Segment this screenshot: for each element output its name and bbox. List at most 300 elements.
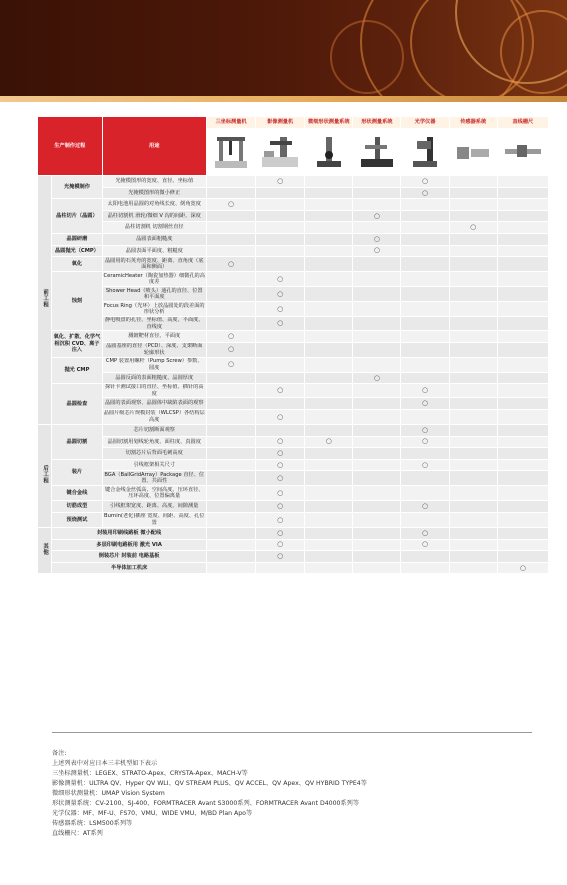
empty-cell <box>497 233 548 245</box>
empty-cell <box>305 424 353 436</box>
process-label: 氧化、扩散、化学气相沉积 CVD、离子注入 <box>52 331 102 358</box>
empty-cell <box>256 210 305 222</box>
empty-cell <box>206 317 255 331</box>
form-measurement-image <box>353 129 401 176</box>
empty-cell <box>256 222 305 234</box>
empty-cell <box>206 233 255 245</box>
use-cell: 晶柱切割机 切割钢丝直径 <box>102 222 206 234</box>
process-label: 晶圆切割 <box>52 424 102 459</box>
empty-cell <box>401 233 449 245</box>
empty-cell <box>353 562 401 574</box>
product-header: 直线栅尺 <box>497 117 548 129</box>
empty-cell <box>497 287 548 302</box>
process-label: 蚀刻 <box>52 272 102 331</box>
empty-cell <box>449 187 497 199</box>
applicable-mark: ○ <box>305 436 353 448</box>
stage-label-text: 其他 <box>42 542 49 556</box>
table-row <box>38 527 549 539</box>
applicable-mark: ○ <box>256 409 305 424</box>
empty-cell <box>353 302 401 317</box>
table-row <box>38 398 549 410</box>
process-label: 抛光 CMP <box>52 357 102 384</box>
use-cell: 晶圆片级芯片规模封装（WLCSP）各结构层高度 <box>103 410 205 423</box>
empty-cell <box>353 222 401 234</box>
empty-cell <box>449 199 497 211</box>
empty-cell <box>256 187 305 199</box>
table-row <box>38 210 549 222</box>
applicable-mark: ○ <box>497 562 548 574</box>
applicable-mark: ○ <box>256 317 305 331</box>
notes-block <box>52 749 367 839</box>
note-line: 三坐标测量机：LEGEX、STRATO-Apex、CRYSTA-Apex、MACH-V等 <box>52 770 248 777</box>
empty-cell <box>256 199 305 211</box>
stage-label-text: 后工程 <box>42 464 49 485</box>
empty-cell <box>401 245 449 257</box>
empty-cell <box>305 199 353 211</box>
applicable-mark: ○ <box>256 176 305 188</box>
empty-cell <box>305 357 353 372</box>
empty-cell <box>401 486 449 501</box>
application-table <box>37 116 549 574</box>
use-cell: 引线框架相关尺寸 <box>102 459 206 471</box>
empty-cell <box>353 342 401 357</box>
empty-cell <box>206 486 255 501</box>
empty-cell <box>305 471 353 486</box>
empty-cell <box>497 471 548 486</box>
empty-cell <box>497 199 548 211</box>
table-row <box>38 272 549 287</box>
empty-cell <box>401 199 449 211</box>
empty-cell <box>305 448 353 460</box>
use-cell: 晶柱切割机 滑轮/微细 V 沟的间距、深度 <box>102 210 206 222</box>
table-row <box>38 317 549 331</box>
stage-label-text: 前工程 <box>42 288 49 309</box>
applicable-mark: ○ <box>401 501 449 513</box>
empty-cell <box>206 501 255 513</box>
empty-cell <box>206 222 255 234</box>
use-cell: 半导体加工机床 <box>52 562 207 574</box>
applicable-mark: ○ <box>401 527 449 539</box>
process-label: 切筋成型 <box>52 501 102 513</box>
note-line: 传感器系统：LSM500系列等 <box>52 820 133 827</box>
empty-cell <box>449 436 497 448</box>
empty-cell <box>305 539 353 551</box>
empty-cell <box>206 448 255 460</box>
empty-cell <box>256 257 305 272</box>
empty-cell <box>206 459 255 471</box>
empty-cell <box>256 372 305 384</box>
empty-cell <box>401 210 449 222</box>
empty-cell <box>353 424 401 436</box>
use-cell: Shower Head（喷头）通孔的直径、位置和平面度 <box>102 287 206 302</box>
empty-cell <box>256 562 305 574</box>
empty-cell <box>449 372 497 384</box>
empty-cell <box>497 459 548 471</box>
use-cell: 键合金线金丝弧高、空间高度、压环直径、压环高度、位置偏离量 <box>102 486 206 501</box>
table-row <box>38 302 549 317</box>
empty-cell <box>305 287 353 302</box>
table-row <box>38 384 549 398</box>
empty-cell <box>497 551 548 563</box>
empty-cell <box>497 501 548 513</box>
empty-cell <box>256 331 305 343</box>
use-cell: BGA（BallGridArray）Package 直径、位置、共面性 <box>102 471 206 486</box>
applicable-mark: ○ <box>353 245 401 257</box>
empty-cell <box>305 501 353 513</box>
micro-shape-image <box>305 129 353 176</box>
applicable-mark: ○ <box>401 436 449 448</box>
table-row <box>38 424 549 436</box>
applicable-mark: ○ <box>256 448 305 460</box>
empty-cell <box>206 527 255 539</box>
empty-cell <box>256 245 305 257</box>
empty-cell <box>353 357 401 372</box>
applicable-mark: ○ <box>256 471 305 486</box>
empty-cell <box>497 398 548 410</box>
empty-cell <box>305 233 353 245</box>
gold-stripe <box>0 96 567 102</box>
empty-cell <box>305 384 353 398</box>
empty-cell <box>497 357 548 372</box>
empty-cell <box>449 424 497 436</box>
empty-cell <box>353 331 401 343</box>
table-row <box>38 357 549 372</box>
empty-cell <box>449 512 497 527</box>
empty-cell <box>353 398 401 410</box>
applicable-mark: ○ <box>256 459 305 471</box>
empty-cell <box>401 551 449 563</box>
empty-cell <box>353 501 401 513</box>
empty-cell <box>449 471 497 486</box>
empty-cell <box>449 357 497 372</box>
table-row <box>38 342 549 357</box>
use-cell: CMP 装置用螺杆（Pump Screw）参数、圆度 <box>102 357 206 372</box>
empty-cell <box>497 342 548 357</box>
empty-cell <box>401 372 449 384</box>
empty-cell <box>206 245 255 257</box>
product-header: 影像测量机 <box>256 117 305 129</box>
empty-cell <box>305 527 353 539</box>
empty-cell <box>497 372 548 384</box>
use-cell: 倒装芯片 封装前 电路基板 <box>52 551 207 563</box>
empty-cell <box>206 436 255 448</box>
empty-cell <box>206 471 255 486</box>
empty-cell <box>449 233 497 245</box>
empty-cell <box>305 331 353 343</box>
empty-cell <box>305 372 353 384</box>
empty-cell <box>305 302 353 317</box>
table-row <box>38 486 549 501</box>
applicable-mark: ○ <box>353 233 401 245</box>
empty-cell <box>497 409 548 424</box>
empty-cell <box>449 562 497 574</box>
use-cell: 多层印刷电路板用 激光 VIA <box>52 539 207 551</box>
applicable-mark: ○ <box>401 424 449 436</box>
empty-cell <box>449 384 497 398</box>
note-line: 形状测量系统：CV-2100、SJ-400、FORMTRACER Avant S3000系列、FORMTRACER Avant D4000系列等 <box>52 800 360 807</box>
table-row <box>38 372 549 384</box>
empty-cell <box>206 287 255 302</box>
use-cell: Burnin(老化)插座 宽度、间距、高度、孔位置 <box>102 512 206 527</box>
use-cell: 封装用印刷线路板 微小配线 <box>52 527 207 539</box>
empty-cell <box>449 302 497 317</box>
empty-cell <box>206 302 255 317</box>
empty-cell <box>256 424 305 436</box>
empty-cell <box>305 562 353 574</box>
empty-cell <box>401 512 449 527</box>
empty-cell <box>305 342 353 357</box>
table-row <box>38 459 549 471</box>
empty-cell <box>256 398 305 410</box>
table-row <box>38 551 549 563</box>
empty-cell <box>401 272 449 287</box>
use-cell: 芯片切割断面观察 <box>102 424 206 436</box>
empty-cell <box>353 187 401 199</box>
empty-cell <box>206 384 255 398</box>
empty-cell <box>305 257 353 272</box>
table-row <box>38 436 549 448</box>
table-row <box>38 187 549 199</box>
empty-cell <box>305 409 353 424</box>
empty-cell <box>305 317 353 331</box>
empty-cell <box>449 448 497 460</box>
empty-cell <box>401 562 449 574</box>
applicable-mark: ○ <box>256 512 305 527</box>
table-row <box>38 176 549 188</box>
empty-cell <box>353 539 401 551</box>
empty-cell <box>206 551 255 563</box>
applicable-mark: ○ <box>256 501 305 513</box>
use-cell: Focus Ring（光环）上放晶圆处的段差面的形状分析 <box>103 302 205 316</box>
use-cell: 太阳电池用晶圆的对角线长度、倒角宽度 <box>102 199 206 211</box>
table-row <box>38 222 549 234</box>
empty-cell <box>353 287 401 302</box>
empty-cell <box>353 272 401 287</box>
applicable-mark: ○ <box>256 486 305 501</box>
applicable-mark: ○ <box>401 176 449 188</box>
note-line: 直线栅尺：AT系列 <box>52 830 103 837</box>
use-cell: 光掩模图形的微小修正 <box>102 187 206 199</box>
applicable-mark: ○ <box>401 459 449 471</box>
empty-cell <box>449 287 497 302</box>
use-cell: 晶圆反面的表面粗糙度、晶圆厚度 <box>102 372 206 384</box>
empty-cell <box>353 448 401 460</box>
table-row <box>38 199 549 211</box>
empty-cell <box>401 222 449 234</box>
applicable-mark: ○ <box>353 372 401 384</box>
vision-system-image <box>256 129 305 176</box>
process-label: 装片 <box>52 459 102 486</box>
empty-cell <box>449 331 497 343</box>
process-label: 氧化 <box>52 257 102 272</box>
empty-cell <box>497 176 548 188</box>
note-line: 上述列表中对应日本三丰机型如下表示 <box>52 760 158 767</box>
product-header: 微细形状测量系统 <box>305 117 353 129</box>
empty-cell <box>353 459 401 471</box>
empty-cell <box>353 409 401 424</box>
applicable-mark: ○ <box>401 187 449 199</box>
empty-cell <box>353 199 401 211</box>
empty-cell <box>449 272 497 287</box>
process-label: 晶圆研磨 <box>52 233 102 245</box>
empty-cell <box>497 331 548 343</box>
empty-cell <box>497 245 548 257</box>
empty-cell <box>206 272 255 287</box>
optical-instrument-image <box>401 129 449 176</box>
use-cell: 晶圆表面平面度、粗糙度 <box>102 245 206 257</box>
empty-cell <box>449 459 497 471</box>
use-cell: 引线框架宽度、距离、高度、间隙测量 <box>102 501 206 513</box>
table-row <box>38 233 549 245</box>
applicable-mark: ○ <box>401 539 449 551</box>
empty-cell <box>305 551 353 563</box>
empty-cell <box>305 222 353 234</box>
empty-cell <box>449 398 497 410</box>
sensor-system-image <box>449 129 497 176</box>
empty-cell <box>305 272 353 287</box>
stage-label <box>38 176 52 425</box>
note-line: 影像测量机：ULTRA QV、Hyper QV WLI、QV STREAM PLUS、QV ACCEL、QV Apex、QV HYBRID TYPE4等 <box>52 780 367 787</box>
process-label: 光掩模制作 <box>52 176 102 199</box>
note-line: 光学仪器：MF、MF-U、FS70、VMU、WIDE VMU、M/BD Plan Apo等 <box>52 810 253 817</box>
note-line: 备注: <box>52 750 67 757</box>
empty-cell <box>206 424 255 436</box>
empty-cell <box>401 342 449 357</box>
empty-cell <box>401 331 449 343</box>
empty-cell <box>353 176 401 188</box>
empty-cell <box>305 245 353 257</box>
table-row <box>38 448 549 460</box>
empty-cell <box>401 471 449 486</box>
empty-cell <box>497 222 548 234</box>
applicable-mark: ○ <box>256 287 305 302</box>
empty-cell <box>497 210 548 222</box>
use-cell: 晶圆基座的直径（PCD）、深度、支架断面轮廓形状 <box>102 342 206 357</box>
product-header: 形状测量系统 <box>353 117 401 129</box>
process-label: 预烧测试 <box>52 512 102 527</box>
table-row <box>38 562 549 574</box>
empty-cell <box>353 527 401 539</box>
table-row <box>38 409 549 424</box>
note-line: 微细形状测量机：UMAP Vision System <box>52 790 165 797</box>
empty-cell <box>497 272 548 287</box>
empty-cell <box>449 539 497 551</box>
applicable-mark: ○ <box>401 398 449 410</box>
empty-cell <box>206 372 255 384</box>
table-row <box>38 331 549 343</box>
process-label: 晶圆检查 <box>52 384 102 425</box>
empty-cell <box>449 176 497 188</box>
applicable-mark: ○ <box>256 384 305 398</box>
empty-cell <box>449 501 497 513</box>
stage-label <box>38 424 52 527</box>
process-label: 晶柱切片（晶圆） <box>52 199 102 234</box>
empty-cell <box>497 512 548 527</box>
empty-cell <box>353 384 401 398</box>
applicable-mark: ○ <box>353 210 401 222</box>
applicable-mark: ○ <box>206 257 255 272</box>
empty-cell <box>206 512 255 527</box>
applicable-mark: ○ <box>256 272 305 287</box>
empty-cell <box>449 245 497 257</box>
use-cell: CeramicHeater（陶瓷加热器）细微孔的高度差 <box>103 272 205 286</box>
empty-cell <box>497 187 548 199</box>
applicable-mark: ○ <box>256 436 305 448</box>
empty-cell <box>497 317 548 331</box>
empty-cell <box>449 210 497 222</box>
empty-cell <box>449 527 497 539</box>
empty-cell <box>206 187 255 199</box>
use-cell: 晶圆表面粗糙度 <box>102 233 206 245</box>
empty-cell <box>256 342 305 357</box>
empty-cell <box>353 551 401 563</box>
applicable-mark: ○ <box>449 222 497 234</box>
empty-cell <box>305 398 353 410</box>
empty-cell <box>206 562 255 574</box>
header-use: 用途 <box>102 117 206 176</box>
empty-cell <box>497 436 548 448</box>
applicable-mark: ○ <box>256 551 305 563</box>
empty-cell <box>353 486 401 501</box>
stage-label <box>38 527 52 573</box>
empty-cell <box>206 398 255 410</box>
table-row <box>38 539 549 551</box>
empty-cell <box>449 257 497 272</box>
empty-cell <box>449 342 497 357</box>
empty-cell <box>305 187 353 199</box>
header-process: 生产制作过程 <box>38 117 103 176</box>
empty-cell <box>401 448 449 460</box>
empty-cell <box>497 527 548 539</box>
empty-cell <box>305 176 353 188</box>
linear-scale-image <box>497 129 548 176</box>
use-cell: 探针卡测试接口的直径、坐标值、插针的高度 <box>102 384 206 398</box>
empty-cell <box>305 459 353 471</box>
empty-cell <box>401 302 449 317</box>
empty-cell <box>206 176 255 188</box>
notes-divider <box>52 732 532 733</box>
empty-cell <box>353 436 401 448</box>
empty-cell <box>206 539 255 551</box>
empty-cell <box>497 448 548 460</box>
empty-cell <box>305 210 353 222</box>
cmm-image <box>206 129 255 176</box>
empty-cell <box>449 486 497 501</box>
table-row <box>38 257 549 272</box>
empty-cell <box>353 317 401 331</box>
empty-cell <box>256 357 305 372</box>
empty-cell <box>449 317 497 331</box>
empty-cell <box>497 257 548 272</box>
empty-cell <box>401 257 449 272</box>
top-banner <box>0 0 567 96</box>
process-label: 晶圆抛光（CMP） <box>52 245 102 257</box>
use-cell: 静电吸盘的孔径、坐标值、高度、平面度、直线度 <box>102 317 206 331</box>
empty-cell <box>497 486 548 501</box>
applicable-mark: ○ <box>206 199 255 211</box>
empty-cell <box>497 424 548 436</box>
empty-cell <box>497 302 548 317</box>
empty-cell <box>353 512 401 527</box>
process-label: 键合金线 <box>52 486 102 501</box>
product-header: 光学仪器 <box>401 117 449 129</box>
empty-cell <box>206 409 255 424</box>
table-row <box>38 245 549 257</box>
empty-cell <box>206 210 255 222</box>
empty-cell <box>401 357 449 372</box>
applicable-mark: ○ <box>206 357 255 372</box>
applicable-mark: ○ <box>401 384 449 398</box>
